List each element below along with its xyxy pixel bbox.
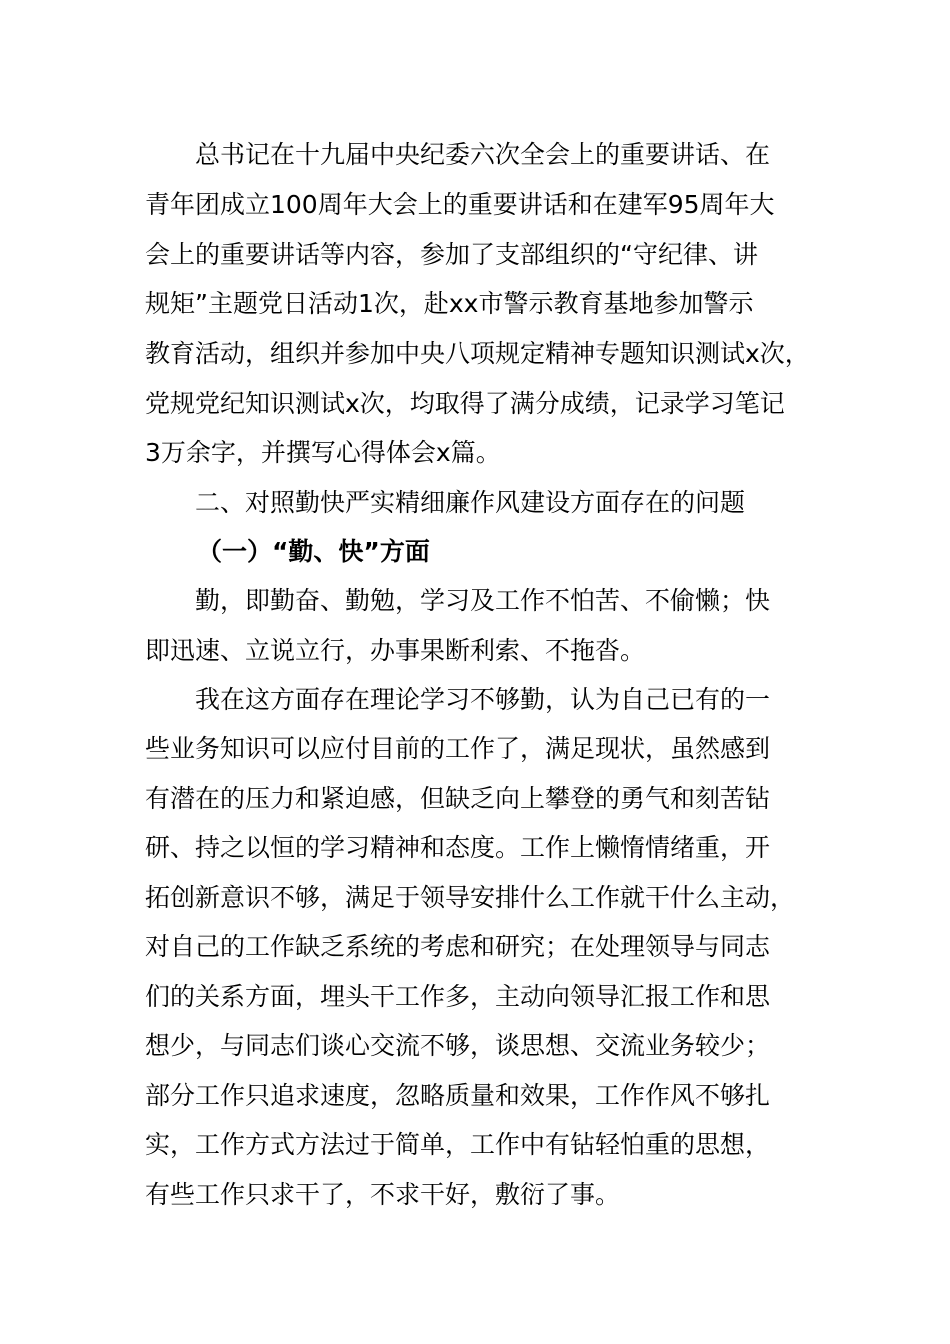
paragraph-line: 总书记在十九届中央纪委六次全会上的重要讲话、在 [195, 140, 771, 169]
section-heading: 二、对照勤快严实精细廉作风建设方面存在的问题 [195, 488, 746, 517]
paragraph-line: 想少，与同志们谈心交流不够，谈思想、交流业务较少； [145, 1031, 771, 1060]
paragraph-line: 我在这方面存在理论学习不够勤，认为自己已有的一 [195, 685, 771, 714]
paragraph-line: 有些工作只求干了，不求干好，敷衍了事。 [145, 1180, 621, 1209]
paragraph-line: 实，工作方式方法过于简单，工作中有钻轻怕重的思想， [145, 1130, 771, 1159]
paragraph-line: 青年团成立100周年大会上的重要讲话和在建军95周年大 [145, 190, 775, 219]
subsection-heading: （一）“勤、快”方面 [197, 537, 430, 566]
paragraph-line: 规矩”主题党日活动1次，赴xx市警示教育基地参加警示 [145, 289, 754, 318]
paragraph-line: 教育活动，组织并参加中央八项规定精神专题知识测试x次， [145, 339, 810, 368]
paragraph-line: 有潜在的压力和紧迫感，但缺乏向上攀登的勇气和刻苦钻 [145, 784, 771, 813]
paragraph-line: 党规党纪知识测试x次，均取得了满分成绩，记录学习笔记 [145, 389, 785, 418]
paragraph-line: 勤，即勤奋、勤勉，学习及工作不怕苦、不偷懒；快 [195, 586, 771, 615]
paragraph-line: 即迅速、立说立行，办事果断利索、不拖沓。 [145, 636, 646, 665]
paragraph-line: 会上的重要讲话等内容，参加了支部组织的“守纪律、讲 [145, 240, 758, 269]
paragraph-line: 对自己的工作缺乏系统的考虑和研究；在处理领导与同志 [145, 932, 771, 961]
paragraph-line: 拓创新意识不够，满足于领导安排什么工作就干什么主动， [145, 883, 796, 912]
paragraph-line: 研、持之以恒的学习精神和态度。工作上懒惰情绪重，开 [145, 833, 771, 862]
paragraph-line: 些业务知识可以应付目前的工作了，满足现状，虽然感到 [145, 734, 771, 763]
paragraph-line: 3万余字，并撰写心得体会x篇。 [145, 438, 501, 467]
paragraph-line: 们的关系方面，埋头干工作多，主动向领导汇报工作和思 [145, 982, 771, 1011]
paragraph-line: 部分工作只追求速度，忽略质量和效果，工作作风不够扎 [145, 1081, 771, 1110]
